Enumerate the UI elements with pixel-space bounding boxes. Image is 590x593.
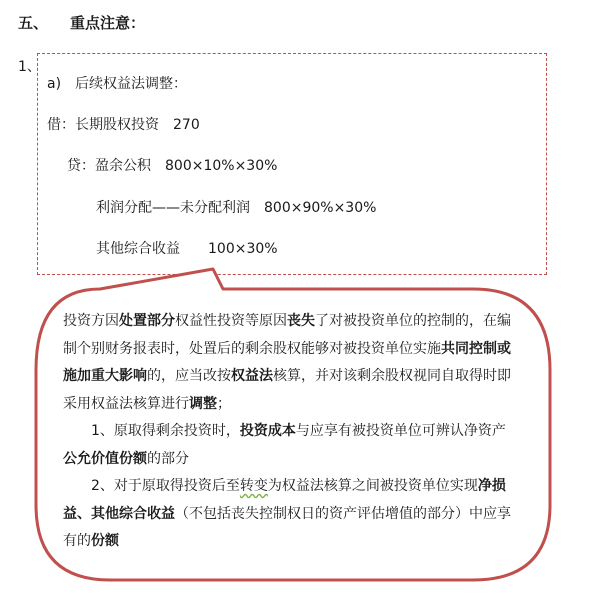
callout-paragraph-3: 2、对于原取得投资后至转变为权益法核算之间被投资单位实现净损益、其他综合收益（不包括丧失控制权日的资产评估增值的部分）中应享有的份额 [63,478,511,549]
callout-text [63,308,518,556]
item-number: 1、 [18,59,41,75]
callout-paragraph-1: 投资方因处置部分权益性投资等原因丧失了对被投资单位的控制的，在编制个别财务报表时，处置后的剩余股权能够对被投资单位实施共同控制或施加重大影响的，应当改按权益法核算，并对该剩余股权视同自取得时即采用权益法核算进行调整； [63,313,511,412]
entry-credit-line-3: 其他综合收益 100×30% [96,241,278,257]
section-title: 重点注意： [70,14,146,32]
entry-credit-line-1: 贷：盈余公积 800×10%×30% [67,158,278,174]
entry-title: a) 后续权益法调整： [47,76,188,92]
section-number: 五、 [18,14,49,32]
callout-paragraph-2: 1、原取得剩余投资时，投资成本与应享有被投资单位可辨认净资产公允价值份额的部分 [63,423,506,467]
entry-debit-line: 借：长期股权投资 270 [47,117,200,133]
entry-credit-line-2: 利润分配——未分配利润 800×90%×30% [96,200,377,216]
